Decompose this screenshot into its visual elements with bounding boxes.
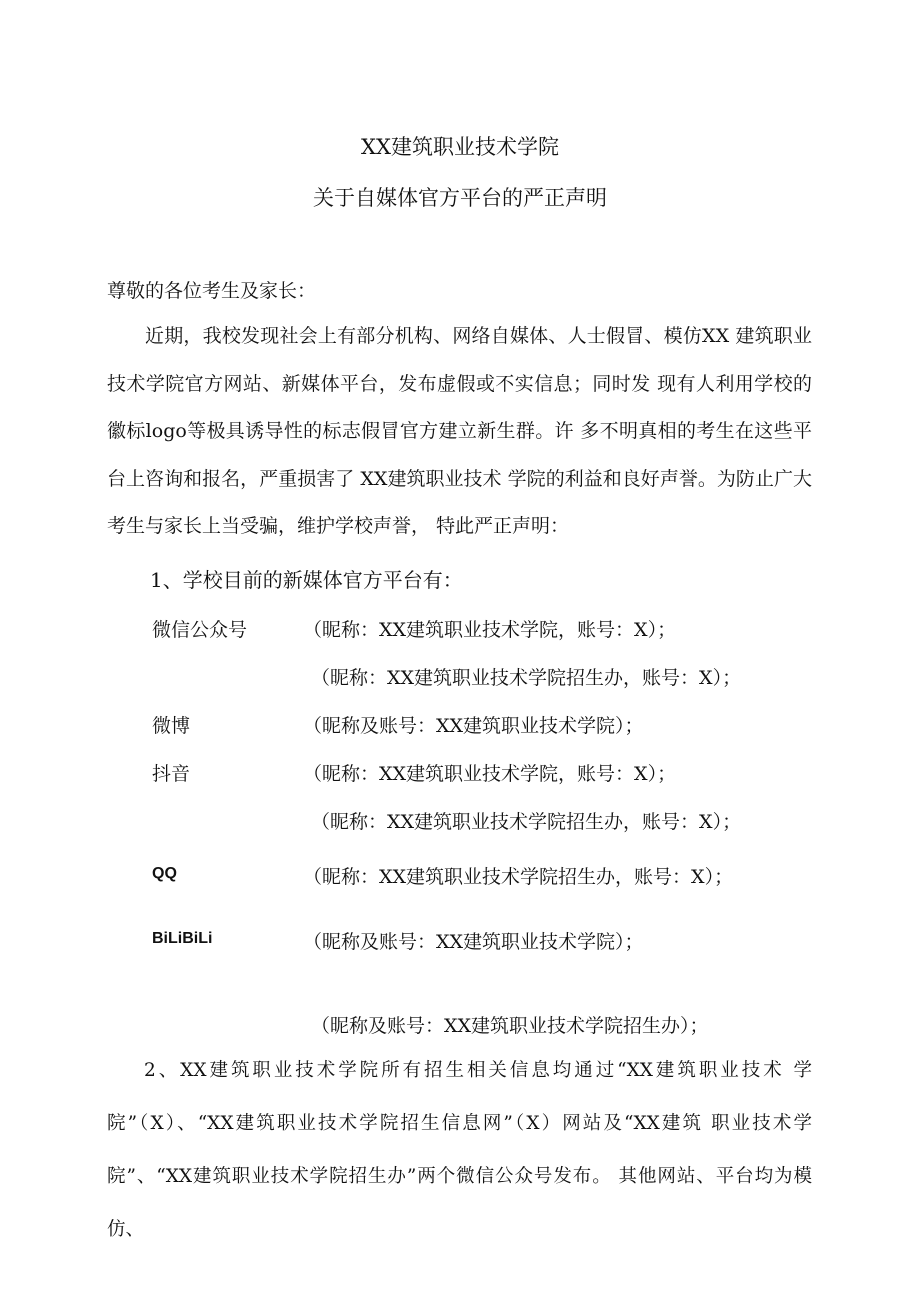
platform-name-wechat: 微信公众号 — [152, 619, 248, 641]
section-heading-platforms: 1、学校目前的新媒体官方平台有： — [150, 568, 463, 592]
paragraph-publication-channels: 2、XX建筑职业技术学院所有招生相关信息均通过“XX建筑职业技术 学院”（X）、“XX建筑职业技术学院招生信息网”（X）网站及“XX建筑 职业技术学院”、“XX建筑职业技术学院招生办”两个微信公众号发布。 其他网站、平台均为模仿、 — [107, 1060, 812, 1240]
platform-account-douyin-1: （昵称：XX建筑职业技术学院，账号：X）； — [303, 763, 677, 785]
platform-account-bilibili-1: （昵称及账号：XX建筑职业技术学院）； — [303, 931, 644, 953]
platform-account-wechat-1: （昵称：XX建筑职业技术学院，账号：X）； — [303, 619, 677, 641]
paragraph-intro: 近期，我校发现社会上有部分机构、网络自媒体、人士假冒、模仿XX 建筑职业技术学院官方网站、新媒体平台，发布虚假或不实信息；同时发 现有人利用学校的徽标logo等极具诱导性的标志假冒官方建立新生群。许 多不明真相的考生在这些平台上咨询和报名，严重损害了 XX建筑职业技术 学院的利益和良好声誉。为防止广大考生与家长上当受骗，维护学校声誉， 特此严正声明： — [107, 325, 812, 537]
platform-name-bilibili: BiLiBiLi — [152, 930, 213, 947]
platform-name-weibo: 微博 — [152, 715, 191, 737]
document-title: XX建筑职业技术学院 — [361, 135, 559, 159]
platform-account-weibo-1: （昵称及账号：XX建筑职业技术学院）； — [303, 715, 644, 737]
salutation: 尊敬的各位考生及家长： — [107, 280, 317, 302]
platform-name-qq: QQ — [152, 865, 177, 882]
platform-account-bilibili-2: （昵称及账号：XX建筑职业技术学院招生办）； — [311, 1015, 709, 1037]
document-subtitle: 关于自媒体官方平台的严正声明 — [313, 186, 607, 210]
platform-account-qq-1: （昵称：XX建筑职业技术学院招生办，账号：X）； — [303, 866, 734, 888]
platform-account-douyin-2: （昵称：XX建筑职业技术学院招生办，账号：X）； — [311, 811, 742, 833]
platform-account-wechat-2: （昵称：XX建筑职业技术学院招生办，账号：X）； — [311, 667, 742, 689]
platform-name-douyin: 抖音 — [152, 763, 191, 785]
